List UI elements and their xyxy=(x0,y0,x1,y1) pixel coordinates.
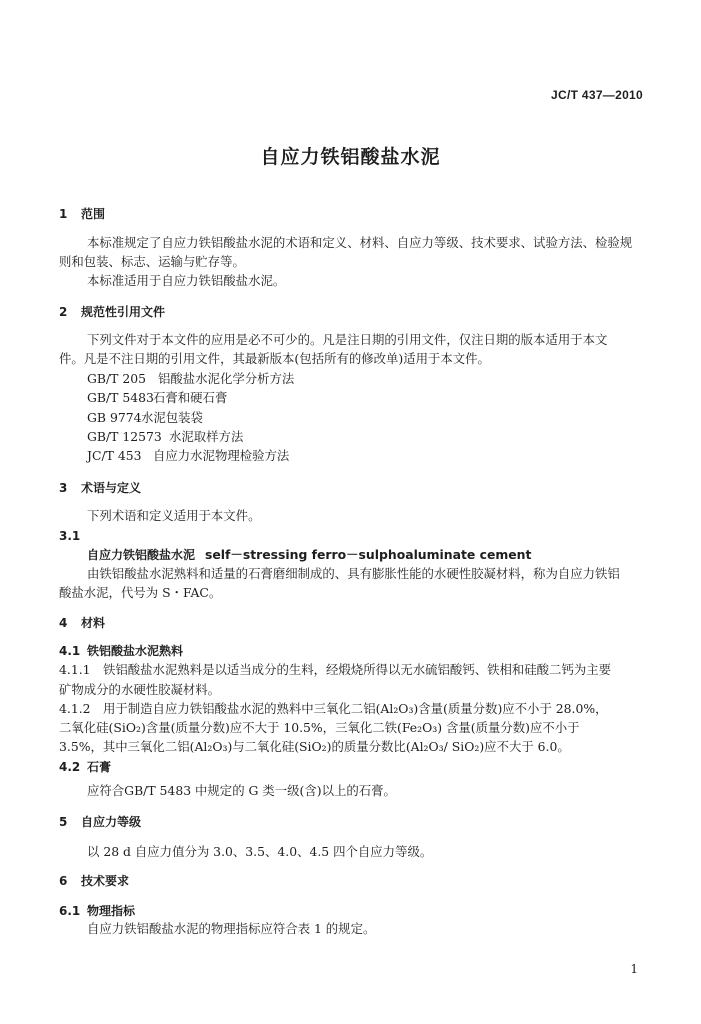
reference-code: GB/T 12573 xyxy=(87,429,162,444)
term-chinese: 自应力铁铝酸盐水泥 xyxy=(87,548,196,562)
section-number: 2 xyxy=(59,305,68,319)
reference-title: 石膏和硬石膏 xyxy=(153,390,228,405)
section-title: 范围 xyxy=(81,207,106,221)
paragraph-line: 下列术语和定义适用于本文件。 xyxy=(87,508,261,523)
reference-item xyxy=(87,371,294,387)
reference-item xyxy=(87,448,289,464)
paragraph-line: 自应力铁铝酸盐水泥的物理指标应符合表 1 的规定。 xyxy=(87,921,376,936)
paragraph-line: 酸盐水泥，代号为 S・FAC。 xyxy=(59,585,222,600)
reference-title: 水泥取样方法 xyxy=(169,429,244,444)
reference-title: 铝酸盐水泥化学分析方法 xyxy=(158,371,295,386)
paragraph-line: 件。凡是不注日期的引用文件，其最新版本(包括所有的修改单)适用于本文件。 xyxy=(59,351,490,366)
clause-text: 用于制造自应力铁铝酸盐水泥的熟料中三氧化二铝(Al₂O₃)含量(质量分数)应不小于 28.0%， xyxy=(103,701,608,716)
section-number: 5 xyxy=(59,815,68,829)
standard-number: JC/T 437—2010 xyxy=(551,88,643,102)
paragraph-line: 由铁铝酸盐水泥熟料和适量的石膏磨细制成的、具有膨胀性能的水硬性胶凝材料，称为自应力铁铝 xyxy=(87,566,620,581)
clause-number: 4.1.2 xyxy=(59,701,91,716)
section-number: 4.1 xyxy=(59,644,81,658)
term-english: self－stressing ferro－sulphoaluminate cement xyxy=(205,547,532,562)
clause-text: 铁铝酸盐水泥熟料是以适当成分的生料，经煅烧所得以无水硫铝酸钙、铁相和硅酸二钙为主要 xyxy=(103,662,612,677)
section-number: 3 xyxy=(59,481,68,495)
reference-item xyxy=(87,390,227,406)
paragraph-line: 下列文件对于本文件的应用是必不可少的。凡是注日期的引用文件，仅注日期的版本适用于本文 xyxy=(87,332,608,347)
section-title: 石膏 xyxy=(87,760,112,774)
paragraph-line xyxy=(59,662,611,678)
section-4-heading xyxy=(59,615,105,631)
page-number: 1 xyxy=(630,962,638,976)
section-number: 4.2 xyxy=(59,760,81,774)
paragraph-line: 以 28 d 自应力值分为 3.0、3.5、4.0、4.5 四个自应力等级。 xyxy=(87,844,433,859)
section-number: 6 xyxy=(59,874,68,888)
section-number: 1 xyxy=(59,207,68,221)
section-title: 自应力等级 xyxy=(81,815,142,829)
document-title: 自应力铁铝酸盐水泥 xyxy=(260,146,441,168)
section-number: 4 xyxy=(59,616,68,630)
section-title: 规范性引用文件 xyxy=(81,305,166,319)
reference-code: GB 9774 xyxy=(87,410,142,425)
paragraph-line: 本标准规定了自应力铁铝酸盐水泥的术语和定义、材料、自应力等级、技术要求、试验方法、检验规 xyxy=(87,235,633,250)
paragraph-line: 应符合GB/T 5483 中规定的 G 类一级(含)以上的石膏。 xyxy=(87,783,396,798)
section-title: 技术要求 xyxy=(81,874,130,888)
section-3-heading xyxy=(59,480,141,496)
section-number: 6.1 xyxy=(59,904,81,918)
paragraph-line: 矿物成分的水硬性胶凝材料。 xyxy=(59,682,221,697)
reference-title: 水泥包装袋 xyxy=(141,410,203,425)
reference-title: 自应力水泥物理检验方法 xyxy=(153,448,290,463)
section-6-heading xyxy=(59,873,129,889)
section-title: 铁铝酸盐水泥熟料 xyxy=(87,644,184,658)
paragraph-line: 则和包装、标志、运输与贮存等。 xyxy=(59,254,245,269)
subsection-4-1-heading xyxy=(59,643,183,659)
reference-code: GB/T 5483 xyxy=(87,390,154,405)
subsection-4-2-heading xyxy=(59,759,111,775)
subsection-6-1-heading xyxy=(59,903,135,919)
subsection-number: 3.1 xyxy=(59,529,81,543)
reference-item xyxy=(87,429,243,445)
paragraph-line: 本标准适用于自应力铁铝酸盐水泥。 xyxy=(87,273,286,288)
clause-number: 4.1.1 xyxy=(59,662,91,677)
section-title: 物理指标 xyxy=(87,904,136,918)
term-entry xyxy=(87,547,531,563)
reference-item xyxy=(87,410,203,426)
reference-code: GB/T 205 xyxy=(87,371,147,386)
section-5-heading xyxy=(59,814,141,830)
paragraph-line: 3.5%，其中三氧化二铝(Al₂O₃)与二氧化硅(SiO₂)的质量分数比(Al₂O₃/ SiO₂)应不大于 6.0。 xyxy=(59,739,570,754)
reference-code: JC/T 453 xyxy=(87,448,142,463)
paragraph-line: 二氧化硅(SiO₂)含量(质量分数)应不大于 10.5%，三氧化二铁(Fe₂O₃) 含量(质量分数)应不小于 xyxy=(59,720,580,735)
section-title: 材料 xyxy=(81,616,106,630)
section-1-heading xyxy=(59,206,105,222)
paragraph-line xyxy=(59,701,608,717)
section-title: 术语与定义 xyxy=(81,481,142,495)
section-2-heading xyxy=(59,304,165,320)
